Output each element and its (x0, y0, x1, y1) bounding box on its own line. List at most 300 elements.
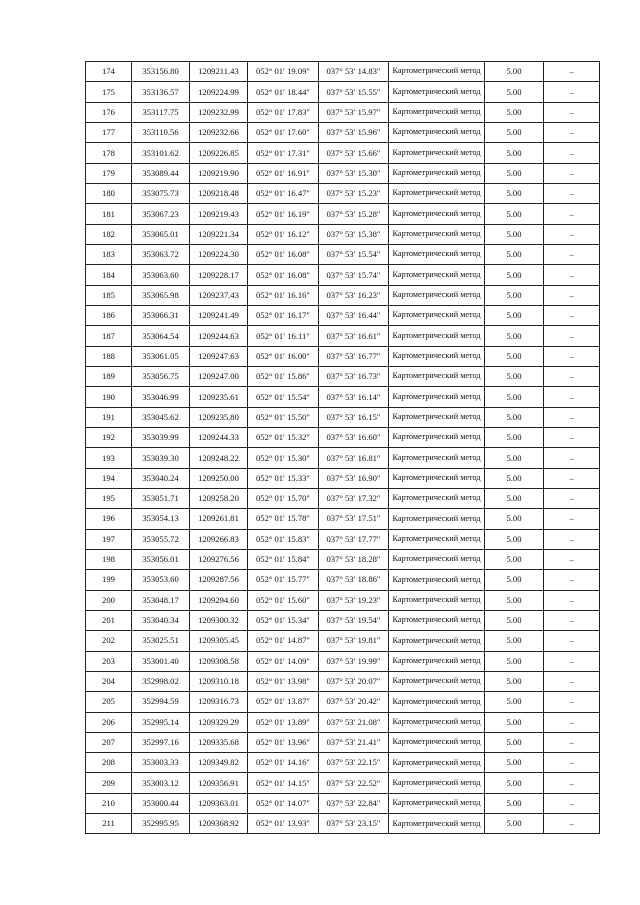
accuracy-cell: 5.00 (485, 387, 544, 407)
point-number-cell: 204 (86, 671, 132, 691)
latitude-cell: 052° 01′ 15.86″ (248, 366, 319, 386)
method-cell: Картометрический метод (389, 793, 485, 813)
accuracy-cell: 5.00 (485, 692, 544, 712)
x-coordinate-cell: 353061.05 (132, 346, 190, 366)
point-number-cell: 210 (86, 793, 132, 813)
table-row (86, 244, 600, 264)
note-cell: – (544, 265, 600, 285)
accuracy-cell: 5.00 (485, 183, 544, 203)
point-number-cell: 188 (86, 346, 132, 366)
table-row (86, 773, 600, 793)
table-row (86, 427, 600, 447)
y-coordinate-cell: 1209363.01 (190, 793, 248, 813)
latitude-cell: 052° 01′ 15.30″ (248, 448, 319, 468)
point-number-cell: 199 (86, 570, 132, 590)
table-row (86, 387, 600, 407)
point-number-cell: 196 (86, 509, 132, 529)
y-coordinate-cell: 1209335.68 (190, 732, 248, 752)
latitude-cell: 052° 01′ 15.54″ (248, 387, 319, 407)
method-cell: Картометрический метод (389, 692, 485, 712)
point-number-cell: 178 (86, 143, 132, 163)
method-cell: Картометрический метод (389, 468, 485, 488)
longitude-cell: 037° 53′ 16.77″ (319, 346, 389, 366)
x-coordinate-cell: 353063.60 (132, 265, 190, 285)
table-row (86, 692, 600, 712)
table-row (86, 753, 600, 773)
longitude-cell: 037° 53′ 15.66″ (319, 143, 389, 163)
y-coordinate-cell: 1209232.99 (190, 102, 248, 122)
point-number-cell: 203 (86, 651, 132, 671)
x-coordinate-cell: 353065.01 (132, 224, 190, 244)
longitude-cell: 037° 53′ 16.23″ (319, 285, 389, 305)
method-cell: Картометрический метод (389, 387, 485, 407)
note-cell: – (544, 671, 600, 691)
longitude-cell: 037° 53′ 19.99″ (319, 651, 389, 671)
point-number-cell: 187 (86, 326, 132, 346)
y-coordinate-cell: 1209300.32 (190, 610, 248, 630)
method-cell: Картометрический метод (389, 143, 485, 163)
note-cell: – (544, 326, 600, 346)
latitude-cell: 052° 01′ 15.60″ (248, 590, 319, 610)
table-row (86, 448, 600, 468)
note-cell: – (544, 143, 600, 163)
method-cell: Картометрический метод (389, 448, 485, 468)
point-number-cell: 189 (86, 366, 132, 386)
latitude-cell: 052° 01′ 15.33″ (248, 468, 319, 488)
y-coordinate-cell: 1209305.45 (190, 631, 248, 651)
method-cell: Картометрический метод (389, 204, 485, 224)
x-coordinate-cell: 353110.56 (132, 122, 190, 142)
point-number-cell: 180 (86, 183, 132, 203)
point-number-cell: 192 (86, 427, 132, 447)
y-coordinate-cell: 1209211.43 (190, 62, 248, 82)
note-cell: – (544, 549, 600, 569)
note-cell: – (544, 509, 600, 529)
x-coordinate-cell: 353067.23 (132, 204, 190, 224)
method-cell: Картометрический метод (389, 712, 485, 732)
point-number-cell: 182 (86, 224, 132, 244)
accuracy-cell: 5.00 (485, 448, 544, 468)
method-cell: Картометрический метод (389, 265, 485, 285)
x-coordinate-cell: 353053.60 (132, 570, 190, 590)
longitude-cell: 037° 53′ 15.28″ (319, 204, 389, 224)
latitude-cell: 052° 01′ 14.09″ (248, 651, 319, 671)
note-cell: – (544, 204, 600, 224)
table-row (86, 814, 600, 834)
table-row (86, 326, 600, 346)
latitude-cell: 052° 01′ 14.15″ (248, 773, 319, 793)
y-coordinate-cell: 1209247.00 (190, 366, 248, 386)
x-coordinate-cell: 353046.99 (132, 387, 190, 407)
table-row (86, 549, 600, 569)
table-row (86, 590, 600, 610)
table-row (86, 529, 600, 549)
latitude-cell: 052° 01′ 13.98″ (248, 671, 319, 691)
x-coordinate-cell: 353089.44 (132, 163, 190, 183)
x-coordinate-cell: 353056.75 (132, 366, 190, 386)
accuracy-cell: 5.00 (485, 427, 544, 447)
longitude-cell: 037° 53′ 17.32″ (319, 488, 389, 508)
latitude-cell: 052° 01′ 16.47″ (248, 183, 319, 203)
method-cell: Картометрический метод (389, 183, 485, 203)
y-coordinate-cell: 1209228.17 (190, 265, 248, 285)
x-coordinate-cell: 353045.62 (132, 407, 190, 427)
y-coordinate-cell: 1209258.20 (190, 488, 248, 508)
longitude-cell: 037° 53′ 15.30″ (319, 163, 389, 183)
longitude-cell: 037° 53′ 19.23″ (319, 590, 389, 610)
accuracy-cell: 5.00 (485, 366, 544, 386)
y-coordinate-cell: 1209244.33 (190, 427, 248, 447)
note-cell: – (544, 82, 600, 102)
x-coordinate-cell: 353064.54 (132, 326, 190, 346)
accuracy-cell: 5.00 (485, 631, 544, 651)
x-coordinate-cell: 353156.80 (132, 62, 190, 82)
accuracy-cell: 5.00 (485, 224, 544, 244)
note-cell: – (544, 631, 600, 651)
x-coordinate-cell: 353075.73 (132, 183, 190, 203)
note-cell: – (544, 651, 600, 671)
note-cell: – (544, 529, 600, 549)
y-coordinate-cell: 1209266.83 (190, 529, 248, 549)
note-cell: – (544, 610, 600, 630)
note-cell: – (544, 387, 600, 407)
x-coordinate-cell: 353136.57 (132, 82, 190, 102)
point-number-cell: 207 (86, 732, 132, 752)
y-coordinate-cell: 1209261.81 (190, 509, 248, 529)
point-number-cell: 197 (86, 529, 132, 549)
latitude-cell: 052° 01′ 13.93″ (248, 814, 319, 834)
latitude-cell: 052° 01′ 15.77″ (248, 570, 319, 590)
accuracy-cell: 5.00 (485, 753, 544, 773)
method-cell: Картометрический метод (389, 773, 485, 793)
table-row (86, 204, 600, 224)
y-coordinate-cell: 1209224.30 (190, 244, 248, 264)
accuracy-cell: 5.00 (485, 265, 544, 285)
method-cell: Картометрический метод (389, 62, 485, 82)
table-row (86, 488, 600, 508)
x-coordinate-cell: 353051.71 (132, 488, 190, 508)
point-number-cell: 174 (86, 62, 132, 82)
table-row (86, 224, 600, 244)
latitude-cell: 052° 01′ 16.91″ (248, 163, 319, 183)
point-number-cell: 205 (86, 692, 132, 712)
table-row (86, 732, 600, 752)
x-coordinate-cell: 353055.72 (132, 529, 190, 549)
latitude-cell: 052° 01′ 15.34″ (248, 610, 319, 630)
table-row (86, 163, 600, 183)
y-coordinate-cell: 1209356.91 (190, 773, 248, 793)
y-coordinate-cell: 1209241.49 (190, 305, 248, 325)
table-row (86, 651, 600, 671)
table-row (86, 793, 600, 813)
y-coordinate-cell: 1209224.99 (190, 82, 248, 102)
latitude-cell: 052° 01′ 15.78″ (248, 509, 319, 529)
note-cell: – (544, 773, 600, 793)
method-cell: Картометрический метод (389, 82, 485, 102)
accuracy-cell: 5.00 (485, 62, 544, 82)
table-row (86, 570, 600, 590)
table-row (86, 407, 600, 427)
longitude-cell: 037° 53′ 16.81″ (319, 448, 389, 468)
accuracy-cell: 5.00 (485, 590, 544, 610)
point-number-cell: 202 (86, 631, 132, 651)
latitude-cell: 052° 01′ 17.60″ (248, 122, 319, 142)
method-cell: Картометрический метод (389, 326, 485, 346)
table-row (86, 509, 600, 529)
note-cell: – (544, 244, 600, 264)
y-coordinate-cell: 1209235.61 (190, 387, 248, 407)
method-cell: Картометрический метод (389, 651, 485, 671)
note-cell: – (544, 285, 600, 305)
accuracy-cell: 5.00 (485, 82, 544, 102)
accuracy-cell: 5.00 (485, 814, 544, 834)
accuracy-cell: 5.00 (485, 793, 544, 813)
method-cell: Картометрический метод (389, 346, 485, 366)
accuracy-cell: 5.00 (485, 326, 544, 346)
longitude-cell: 037° 53′ 22.15″ (319, 753, 389, 773)
x-coordinate-cell: 353048.17 (132, 590, 190, 610)
longitude-cell: 037° 53′ 15.38″ (319, 224, 389, 244)
y-coordinate-cell: 1209221.34 (190, 224, 248, 244)
y-coordinate-cell: 1209287.56 (190, 570, 248, 590)
latitude-cell: 052° 01′ 16.17″ (248, 305, 319, 325)
y-coordinate-cell: 1209219.90 (190, 163, 248, 183)
longitude-cell: 037° 53′ 18.86″ (319, 570, 389, 590)
method-cell: Картометрический метод (389, 814, 485, 834)
note-cell: – (544, 305, 600, 325)
accuracy-cell: 5.00 (485, 285, 544, 305)
latitude-cell: 052° 01′ 15.83″ (248, 529, 319, 549)
point-number-cell: 198 (86, 549, 132, 569)
table-row (86, 631, 600, 651)
note-cell: – (544, 732, 600, 752)
method-cell: Картометрический метод (389, 671, 485, 691)
method-cell: Картометрический метод (389, 590, 485, 610)
method-cell: Картометрический метод (389, 427, 485, 447)
note-cell: – (544, 814, 600, 834)
method-cell: Картометрический метод (389, 488, 485, 508)
point-number-cell: 184 (86, 265, 132, 285)
note-cell: – (544, 753, 600, 773)
x-coordinate-cell: 353063.72 (132, 244, 190, 264)
latitude-cell: 052° 01′ 16.16″ (248, 285, 319, 305)
table-row (86, 712, 600, 732)
method-cell: Картометрический метод (389, 529, 485, 549)
table-row (86, 671, 600, 691)
longitude-cell: 037° 53′ 22.84″ (319, 793, 389, 813)
latitude-cell: 052° 01′ 14.87″ (248, 631, 319, 651)
y-coordinate-cell: 1209316.73 (190, 692, 248, 712)
longitude-cell: 037° 53′ 21.08″ (319, 712, 389, 732)
note-cell: – (544, 407, 600, 427)
method-cell: Картометрический метод (389, 610, 485, 630)
accuracy-cell: 5.00 (485, 529, 544, 549)
accuracy-cell: 5.00 (485, 122, 544, 142)
method-cell: Картометрический метод (389, 305, 485, 325)
x-coordinate-cell: 352997.16 (132, 732, 190, 752)
point-number-cell: 181 (86, 204, 132, 224)
x-coordinate-cell: 353001.40 (132, 651, 190, 671)
point-number-cell: 186 (86, 305, 132, 325)
latitude-cell: 052° 01′ 16.08″ (248, 244, 319, 264)
y-coordinate-cell: 1209368.92 (190, 814, 248, 834)
method-cell: Картометрический метод (389, 407, 485, 427)
x-coordinate-cell: 352994.59 (132, 692, 190, 712)
longitude-cell: 037° 53′ 16.61″ (319, 326, 389, 346)
method-cell: Картометрический метод (389, 732, 485, 752)
x-coordinate-cell: 353040.34 (132, 610, 190, 630)
x-coordinate-cell: 353101.62 (132, 143, 190, 163)
latitude-cell: 052° 01′ 13.87″ (248, 692, 319, 712)
y-coordinate-cell: 1209308.58 (190, 651, 248, 671)
x-coordinate-cell: 353040.24 (132, 468, 190, 488)
note-cell: – (544, 488, 600, 508)
accuracy-cell: 5.00 (485, 671, 544, 691)
accuracy-cell: 5.00 (485, 163, 544, 183)
x-coordinate-cell: 353039.30 (132, 448, 190, 468)
method-cell: Картометрический метод (389, 570, 485, 590)
x-coordinate-cell: 352995.95 (132, 814, 190, 834)
accuracy-cell: 5.00 (485, 610, 544, 630)
point-number-cell: 200 (86, 590, 132, 610)
point-number-cell: 185 (86, 285, 132, 305)
x-coordinate-cell: 353065.98 (132, 285, 190, 305)
longitude-cell: 037° 53′ 22.52″ (319, 773, 389, 793)
y-coordinate-cell: 1209329.29 (190, 712, 248, 732)
table-row (86, 183, 600, 203)
accuracy-cell: 5.00 (485, 468, 544, 488)
note-cell: – (544, 427, 600, 447)
accuracy-cell: 5.00 (485, 305, 544, 325)
latitude-cell: 052° 01′ 15.70″ (248, 488, 319, 508)
longitude-cell: 037° 53′ 15.23″ (319, 183, 389, 203)
x-coordinate-cell: 353054.13 (132, 509, 190, 529)
y-coordinate-cell: 1209294.60 (190, 590, 248, 610)
latitude-cell: 052° 01′ 16.11″ (248, 326, 319, 346)
accuracy-cell: 5.00 (485, 488, 544, 508)
longitude-cell: 037° 53′ 17.51″ (319, 509, 389, 529)
method-cell: Картометрический метод (389, 163, 485, 183)
x-coordinate-cell: 353000.44 (132, 793, 190, 813)
latitude-cell: 052° 01′ 15.50″ (248, 407, 319, 427)
accuracy-cell: 5.00 (485, 732, 544, 752)
y-coordinate-cell: 1209237.43 (190, 285, 248, 305)
accuracy-cell: 5.00 (485, 346, 544, 366)
note-cell: – (544, 366, 600, 386)
point-number-cell: 201 (86, 610, 132, 630)
longitude-cell: 037° 53′ 15.97″ (319, 102, 389, 122)
table-row (86, 366, 600, 386)
y-coordinate-cell: 1209218.48 (190, 183, 248, 203)
accuracy-cell: 5.00 (485, 102, 544, 122)
method-cell: Картометрический метод (389, 224, 485, 244)
x-coordinate-cell: 353039.99 (132, 427, 190, 447)
coordinates-table (85, 61, 600, 834)
longitude-cell: 037° 53′ 14.83″ (319, 62, 389, 82)
accuracy-cell: 5.00 (485, 651, 544, 671)
point-number-cell: 206 (86, 712, 132, 732)
latitude-cell: 052° 01′ 16.19″ (248, 204, 319, 224)
table-row (86, 346, 600, 366)
accuracy-cell: 5.00 (485, 549, 544, 569)
accuracy-cell: 5.00 (485, 204, 544, 224)
accuracy-cell: 5.00 (485, 712, 544, 732)
point-number-cell: 190 (86, 387, 132, 407)
accuracy-cell: 5.00 (485, 570, 544, 590)
table-row (86, 82, 600, 102)
longitude-cell: 037° 53′ 17.77″ (319, 529, 389, 549)
accuracy-cell: 5.00 (485, 244, 544, 264)
method-cell: Картометрический метод (389, 753, 485, 773)
latitude-cell: 052° 01′ 13.96″ (248, 732, 319, 752)
y-coordinate-cell: 1209226.85 (190, 143, 248, 163)
longitude-cell: 037° 53′ 20.42″ (319, 692, 389, 712)
table-row (86, 305, 600, 325)
y-coordinate-cell: 1209248.22 (190, 448, 248, 468)
latitude-cell: 052° 01′ 13.89″ (248, 712, 319, 732)
method-cell: Картометрический метод (389, 549, 485, 569)
method-cell: Картометрический метод (389, 509, 485, 529)
longitude-cell: 037° 53′ 16.60″ (319, 427, 389, 447)
method-cell: Картометрический метод (389, 631, 485, 651)
latitude-cell: 052° 01′ 16.12″ (248, 224, 319, 244)
longitude-cell: 037° 53′ 23.15″ (319, 814, 389, 834)
method-cell: Картометрический метод (389, 102, 485, 122)
point-number-cell: 179 (86, 163, 132, 183)
latitude-cell: 052° 01′ 18.44″ (248, 82, 319, 102)
longitude-cell: 037° 53′ 15.55″ (319, 82, 389, 102)
note-cell: – (544, 570, 600, 590)
latitude-cell: 052° 01′ 14.07″ (248, 793, 319, 813)
table-row (86, 610, 600, 630)
longitude-cell: 037° 53′ 18.28″ (319, 549, 389, 569)
y-coordinate-cell: 1209310.18 (190, 671, 248, 691)
x-coordinate-cell: 353003.33 (132, 753, 190, 773)
point-number-cell: 191 (86, 407, 132, 427)
note-cell: – (544, 224, 600, 244)
point-number-cell: 193 (86, 448, 132, 468)
y-coordinate-cell: 1209247.63 (190, 346, 248, 366)
longitude-cell: 037° 53′ 15.96″ (319, 122, 389, 142)
note-cell: – (544, 712, 600, 732)
table-row (86, 62, 600, 82)
y-coordinate-cell: 1209276.56 (190, 549, 248, 569)
coordinates-table-body (86, 62, 600, 834)
y-coordinate-cell: 1209232.66 (190, 122, 248, 142)
point-number-cell: 194 (86, 468, 132, 488)
note-cell: – (544, 62, 600, 82)
note-cell: – (544, 346, 600, 366)
table-row (86, 265, 600, 285)
latitude-cell: 052° 01′ 16.08″ (248, 265, 319, 285)
table-row (86, 468, 600, 488)
longitude-cell: 037° 53′ 20.07″ (319, 671, 389, 691)
latitude-cell: 052° 01′ 15.32″ (248, 427, 319, 447)
accuracy-cell: 5.00 (485, 509, 544, 529)
x-coordinate-cell: 353066.31 (132, 305, 190, 325)
longitude-cell: 037° 53′ 16.44″ (319, 305, 389, 325)
y-coordinate-cell: 1209235.80 (190, 407, 248, 427)
method-cell: Картометрический метод (389, 122, 485, 142)
longitude-cell: 037° 53′ 16.14″ (319, 387, 389, 407)
y-coordinate-cell: 1209244.63 (190, 326, 248, 346)
note-cell: – (544, 468, 600, 488)
method-cell: Картометрический метод (389, 366, 485, 386)
accuracy-cell: 5.00 (485, 773, 544, 793)
point-number-cell: 195 (86, 488, 132, 508)
x-coordinate-cell: 353025.51 (132, 631, 190, 651)
note-cell: – (544, 692, 600, 712)
